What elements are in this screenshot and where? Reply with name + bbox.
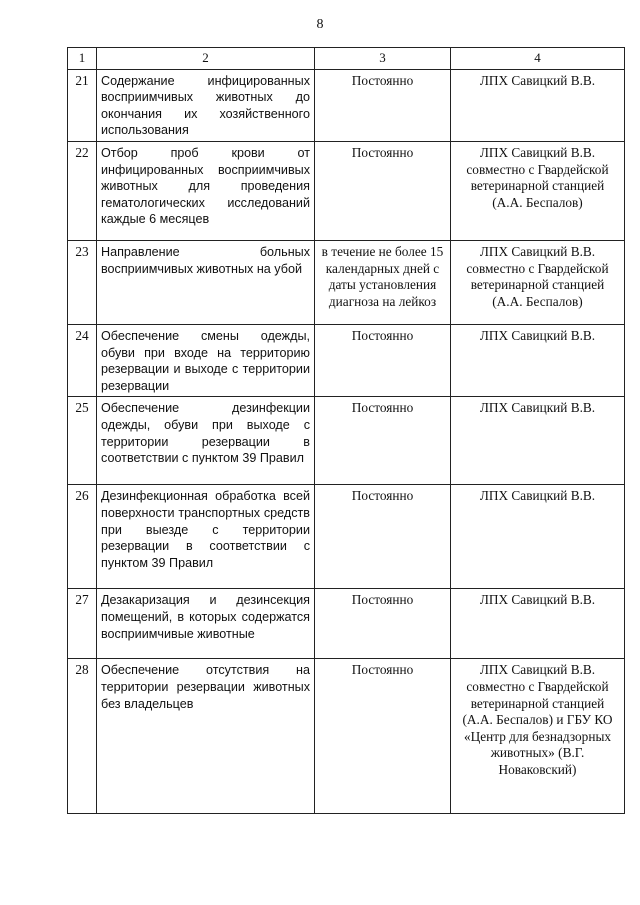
row-responsible: ЛПХ Савицкий В.В. [451, 324, 625, 396]
row-action: Содержание инфицированных восприимчивых животных до окончания их хозяйственного использования [97, 69, 315, 141]
row-term: Постоянно [315, 397, 451, 485]
row-number: 21 [68, 69, 97, 141]
table-row [68, 589, 625, 659]
row-number: 27 [68, 589, 97, 659]
row-term: Постоянно [315, 324, 451, 396]
row-term: Постоянно [315, 589, 451, 659]
row-responsible: ЛПХ Савицкий В.В. совместно с Гвардейской ветеринарной станцией (А.А. Беспалов) [451, 240, 625, 324]
row-action: Обеспечение смены одежды, обуви при входе на территорию резервации и выходе с территории резервации [97, 324, 315, 396]
header-cell-2: 2 [97, 48, 315, 70]
table-row [68, 397, 625, 485]
row-action: Отбор проб крови от инфицированных восприимчивых животных для проведения гематологических исследований каждые 6 месяцев [97, 141, 315, 240]
row-number: 22 [68, 141, 97, 240]
row-number: 25 [68, 397, 97, 485]
row-term: Постоянно [315, 141, 451, 240]
table-row [68, 324, 625, 396]
row-number: 23 [68, 240, 97, 324]
row-number: 26 [68, 485, 97, 589]
row-term: Постоянно [315, 69, 451, 141]
table-row [68, 141, 625, 240]
header-cell-1: 1 [68, 48, 97, 70]
row-responsible: ЛПХ Савицкий В.В. [451, 397, 625, 485]
row-action: Обеспечение дезинфекции одежды, обуви при выходе с территории резервации в соответствии с пунктом 39 Правил [97, 397, 315, 485]
table-row [68, 69, 625, 141]
row-action: Дезинфекционная обработка всей поверхности транспортных средств при выезде с территории резервации в соответствии с пунктом 39 Правил [97, 485, 315, 589]
row-action: Обеспечение отсутствия на территории резервации животных без владельцев [97, 659, 315, 814]
row-responsible: ЛПХ Савицкий В.В. [451, 69, 625, 141]
table-header-row [68, 48, 625, 70]
row-responsible: ЛПХ Савицкий В.В. [451, 485, 625, 589]
header-cell-3: 3 [315, 48, 451, 70]
row-responsible: ЛПХ Савицкий В.В. [451, 589, 625, 659]
row-term: в течение не более 15 календарных дней с даты установления диагноза на лейкоз [315, 240, 451, 324]
row-number: 28 [68, 659, 97, 814]
header-cell-4: 4 [451, 48, 625, 70]
table-row [68, 240, 625, 324]
row-responsible: ЛПХ Савицкий В.В. совместно с Гвардейской ветеринарной станцией (А.А. Беспалов) и ГБУ КО «Центр для безнадзорных животных» (В.Г. Новаковский) [451, 659, 625, 814]
page-number: 8 [316, 17, 324, 32]
row-action: Направление больных восприимчивых животных на убой [97, 240, 315, 324]
row-term: Постоянно [315, 659, 451, 814]
row-number: 24 [68, 324, 97, 396]
table-row [68, 659, 625, 814]
table-row [68, 485, 625, 589]
row-responsible: ЛПХ Савицкий В.В. совместно с Гвардейской ветеринарной станцией (А.А. Беспалов) [451, 141, 625, 240]
row-term: Постоянно [315, 485, 451, 589]
measures-table [67, 47, 625, 814]
row-action: Дезакаризация и дезинсекция помещений, в которых содержатся восприимчивые животные [97, 589, 315, 659]
